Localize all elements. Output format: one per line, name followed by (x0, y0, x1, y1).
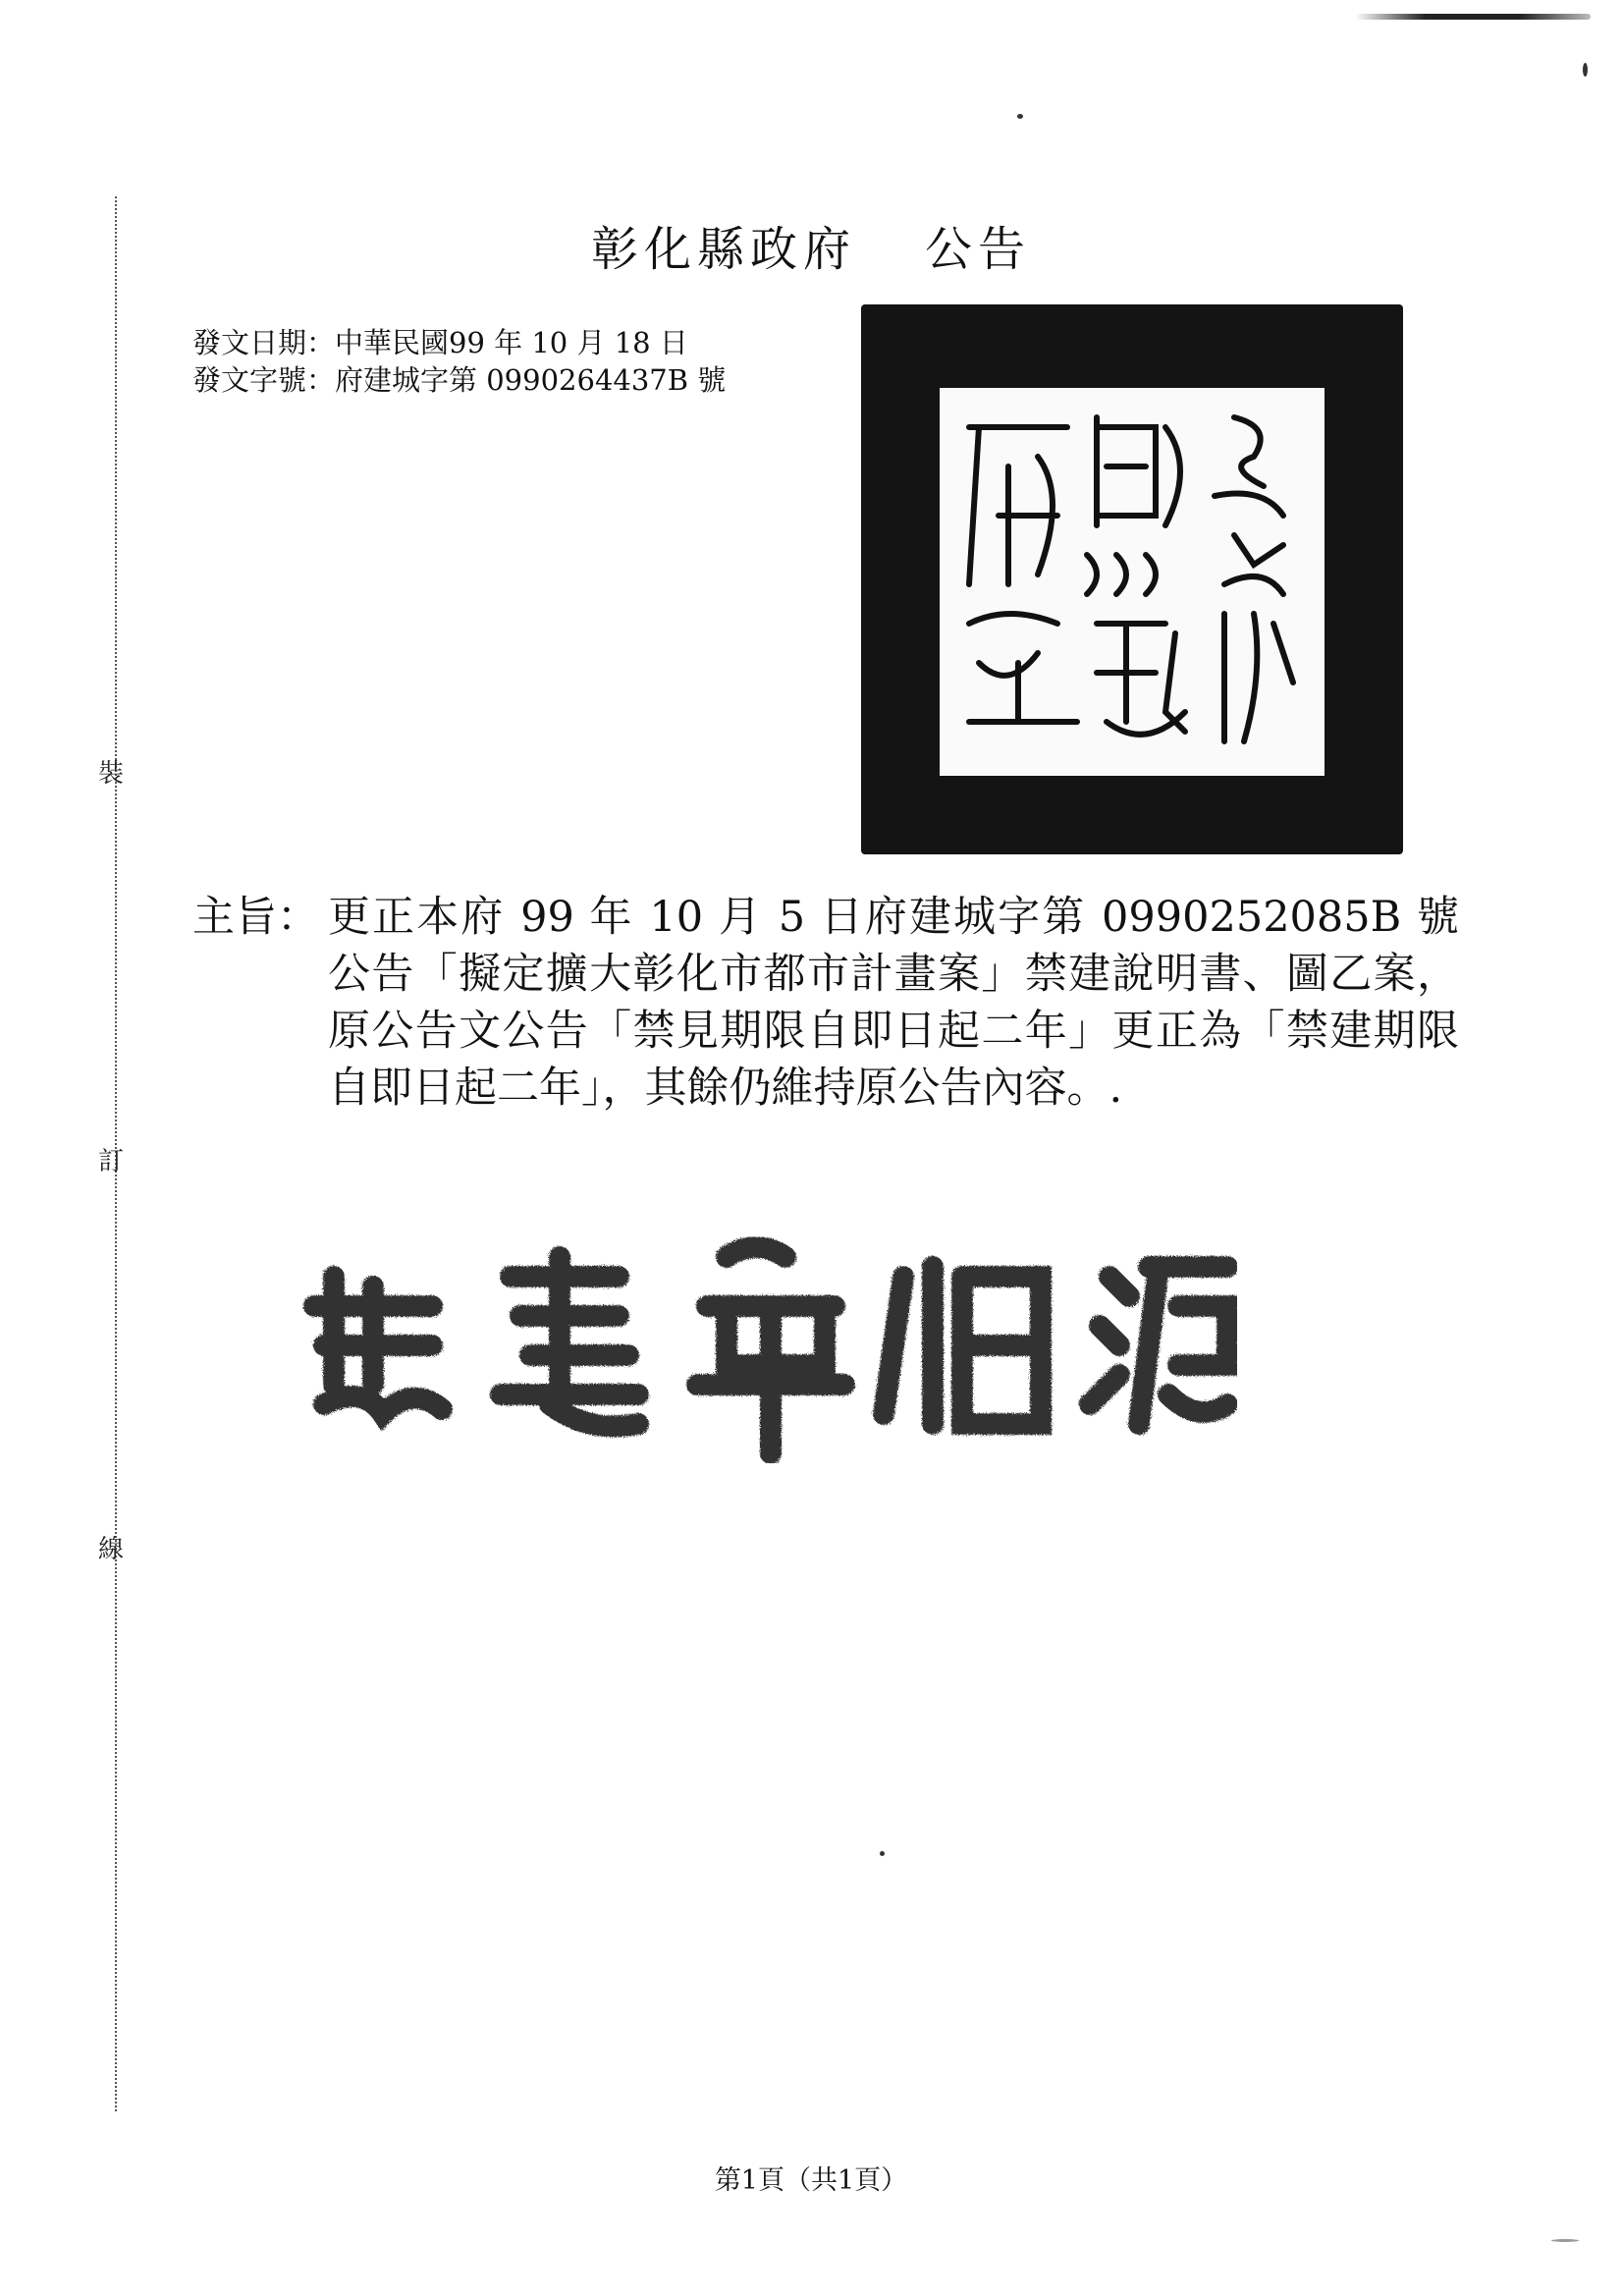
document-meta (192, 324, 726, 399)
subject-body: 更正本府 99 年 10 月 5 日府建城字第 0990252085B 號公告「擬定擴大彰化市都市計畫案」禁建說明書、圖乙案，原公告文公告「禁見期限自即日起二年」更正為「禁建期限自即日起二年」，其餘仍維持原公告內容。. (328, 893, 1459, 1113)
scan-speck (880, 1851, 885, 1856)
document-number-row (192, 361, 726, 399)
page-title (0, 211, 1622, 279)
page-footer: 第1頁（共1頁） (714, 2165, 908, 2196)
seal-script-image (940, 388, 1325, 776)
agency-name: 彰化縣政府 (590, 222, 856, 277)
issue-date-label: 發文日期： (192, 326, 336, 359)
official-seal (861, 304, 1403, 854)
seal-face (940, 388, 1325, 776)
scan-speck (1017, 114, 1023, 119)
issue-date-value: 中華民國99 年 10 月 18 日 (335, 326, 688, 359)
document-type: 公告 (925, 222, 1032, 277)
document-number-label: 發文字號： (192, 363, 336, 397)
scan-speck (1583, 63, 1588, 77)
binding-label-bottom: 線 (98, 1535, 125, 1564)
binding-label-middle: 訂 (98, 1147, 125, 1176)
scan-artifact (1355, 14, 1591, 20)
issue-date-row (192, 324, 726, 361)
binding-label-top: 裝 (98, 759, 125, 789)
scan-speck (1551, 2239, 1579, 2242)
signature-image (295, 1218, 1237, 1463)
magistrate-signature (295, 1218, 1237, 1463)
document-number-value: 府建城字第 0990264437B 號 (335, 363, 727, 397)
subject-label: 主旨： (192, 893, 319, 942)
